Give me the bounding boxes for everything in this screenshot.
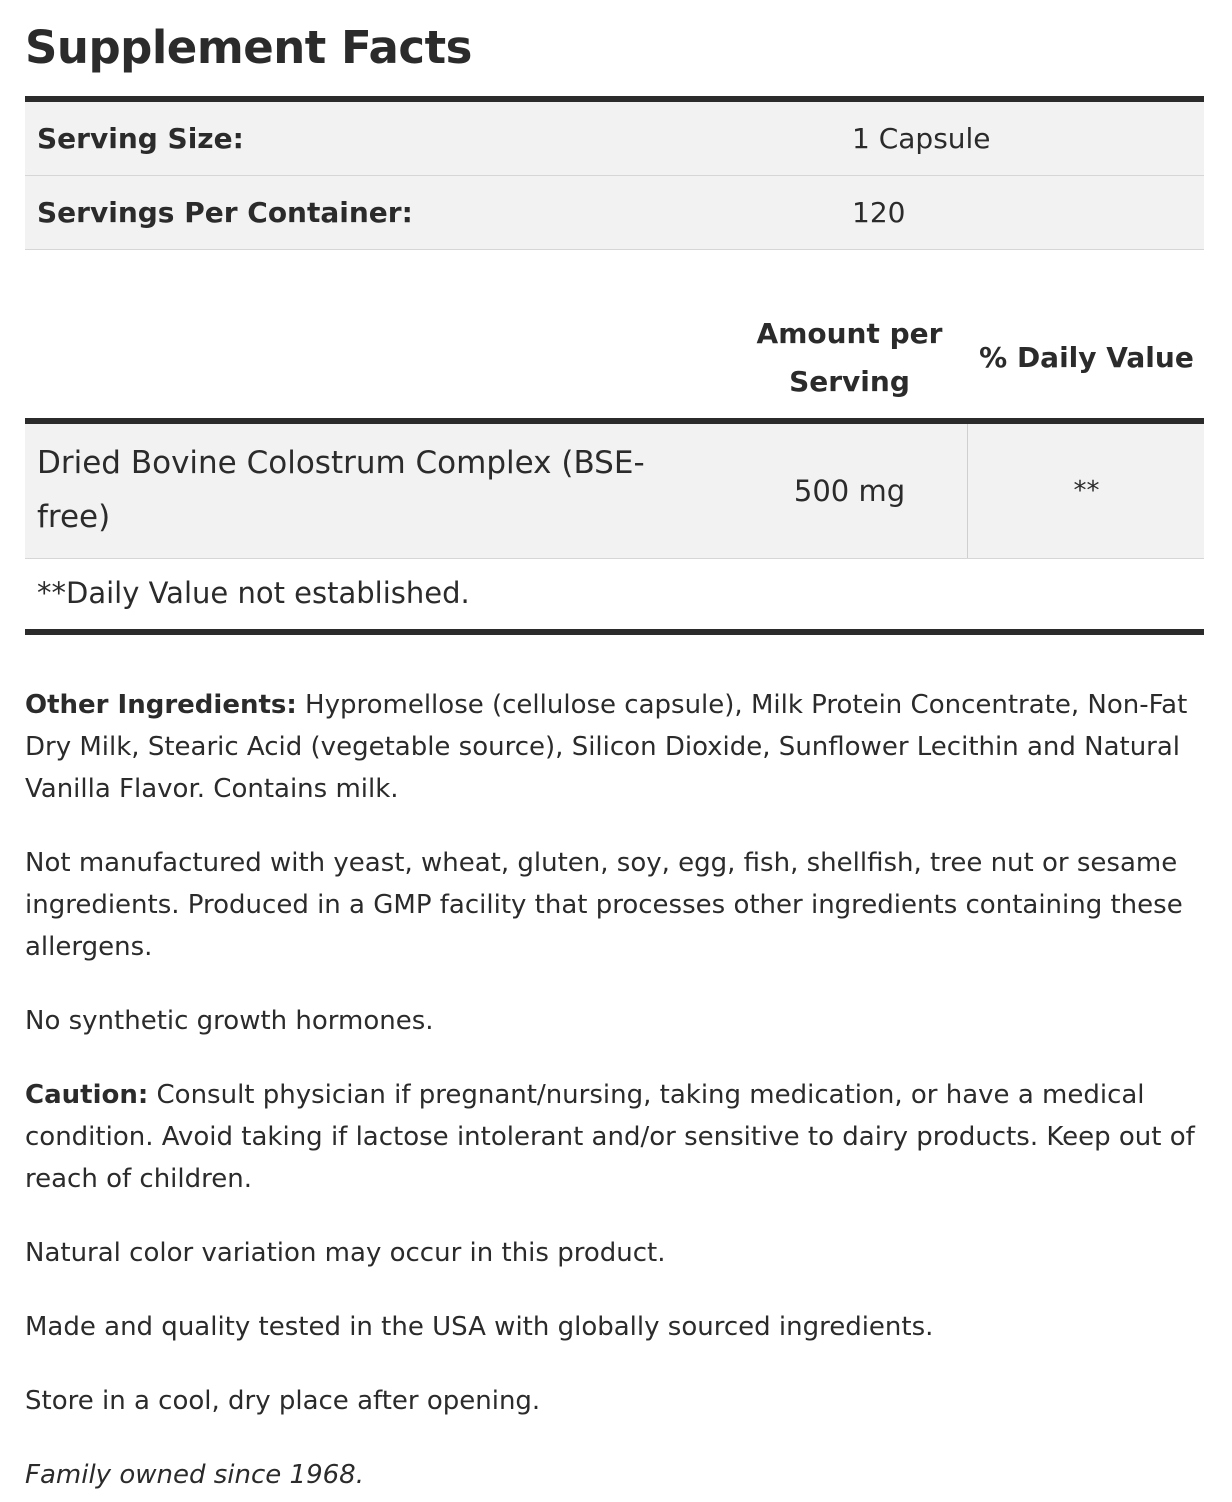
color-variation-statement: Natural color variation may occur in this product. [25,1238,666,1268]
allergen-statement: Not manufactured with yeast, wheat, gluten, soy, egg, fish, shellfish, tree nut or sesame ingredients. Produced in a GMP facility that processes other ingredients containing these allergens. [25,848,1183,962]
other-ingredients [25,684,1204,810]
amount-header-line2: Serving [789,365,910,398]
servings-per-container-value: 120 [852,196,906,229]
daily-value-header: % Daily Value [979,341,1194,374]
daily-value-footnote-row [25,553,1204,635]
serving-size-label: Serving Size: [37,122,244,155]
facts-table-header [25,310,1204,418]
daily-value-footnote: **Daily Value not established. [37,576,470,610]
other-ingredients-label: Other Ingredients: [25,690,297,720]
page-title: Supplement Facts [25,21,472,74]
serving-size-row [25,102,1204,176]
hormones-statement: No synthetic growth hormones. [25,1006,434,1036]
caution-text: Consult physician if pregnant/nursing, taking medication, or have a medical condition. Avoid taking if lactose intolerant and/or sensitive to dairy products. Keep out of reach of children. [25,1080,1195,1194]
amount-header-line1: Amount per [756,317,943,350]
family-owned-statement: Family owned since 1968. [25,1460,364,1490]
servings-per-container-row [25,176,1204,250]
serving-size-value: 1 Capsule [852,122,991,155]
serving-table [25,96,1204,250]
caution-label: Caution: [25,1080,149,1110]
caution-statement [25,1074,1204,1200]
made-in-usa-statement: Made and quality tested in the USA with globally sourced ingredients. [25,1312,934,1342]
servings-per-container-label: Servings Per Container: [37,196,413,229]
ingredient-row [25,418,1204,559]
ingredient-name: Dried Bovine Colostrum Complex (BSE-free) [37,445,645,535]
ingredient-daily-value: ** [967,424,1205,558]
ingredient-amount: 500 mg [793,474,906,508]
amount-per-serving-header [747,310,952,406]
storage-statement: Store in a cool, dry place after opening. [25,1386,541,1416]
other-ingredients-text: Hypromellose (cellulose capsule), Milk Protein Concentrate, Non-Fat Dry Milk, Stearic Acid (vegetable source), Silicon Dioxide, Sunflower Lecithin and Natural Vanilla Flavor. Contains milk. [25,690,1188,804]
